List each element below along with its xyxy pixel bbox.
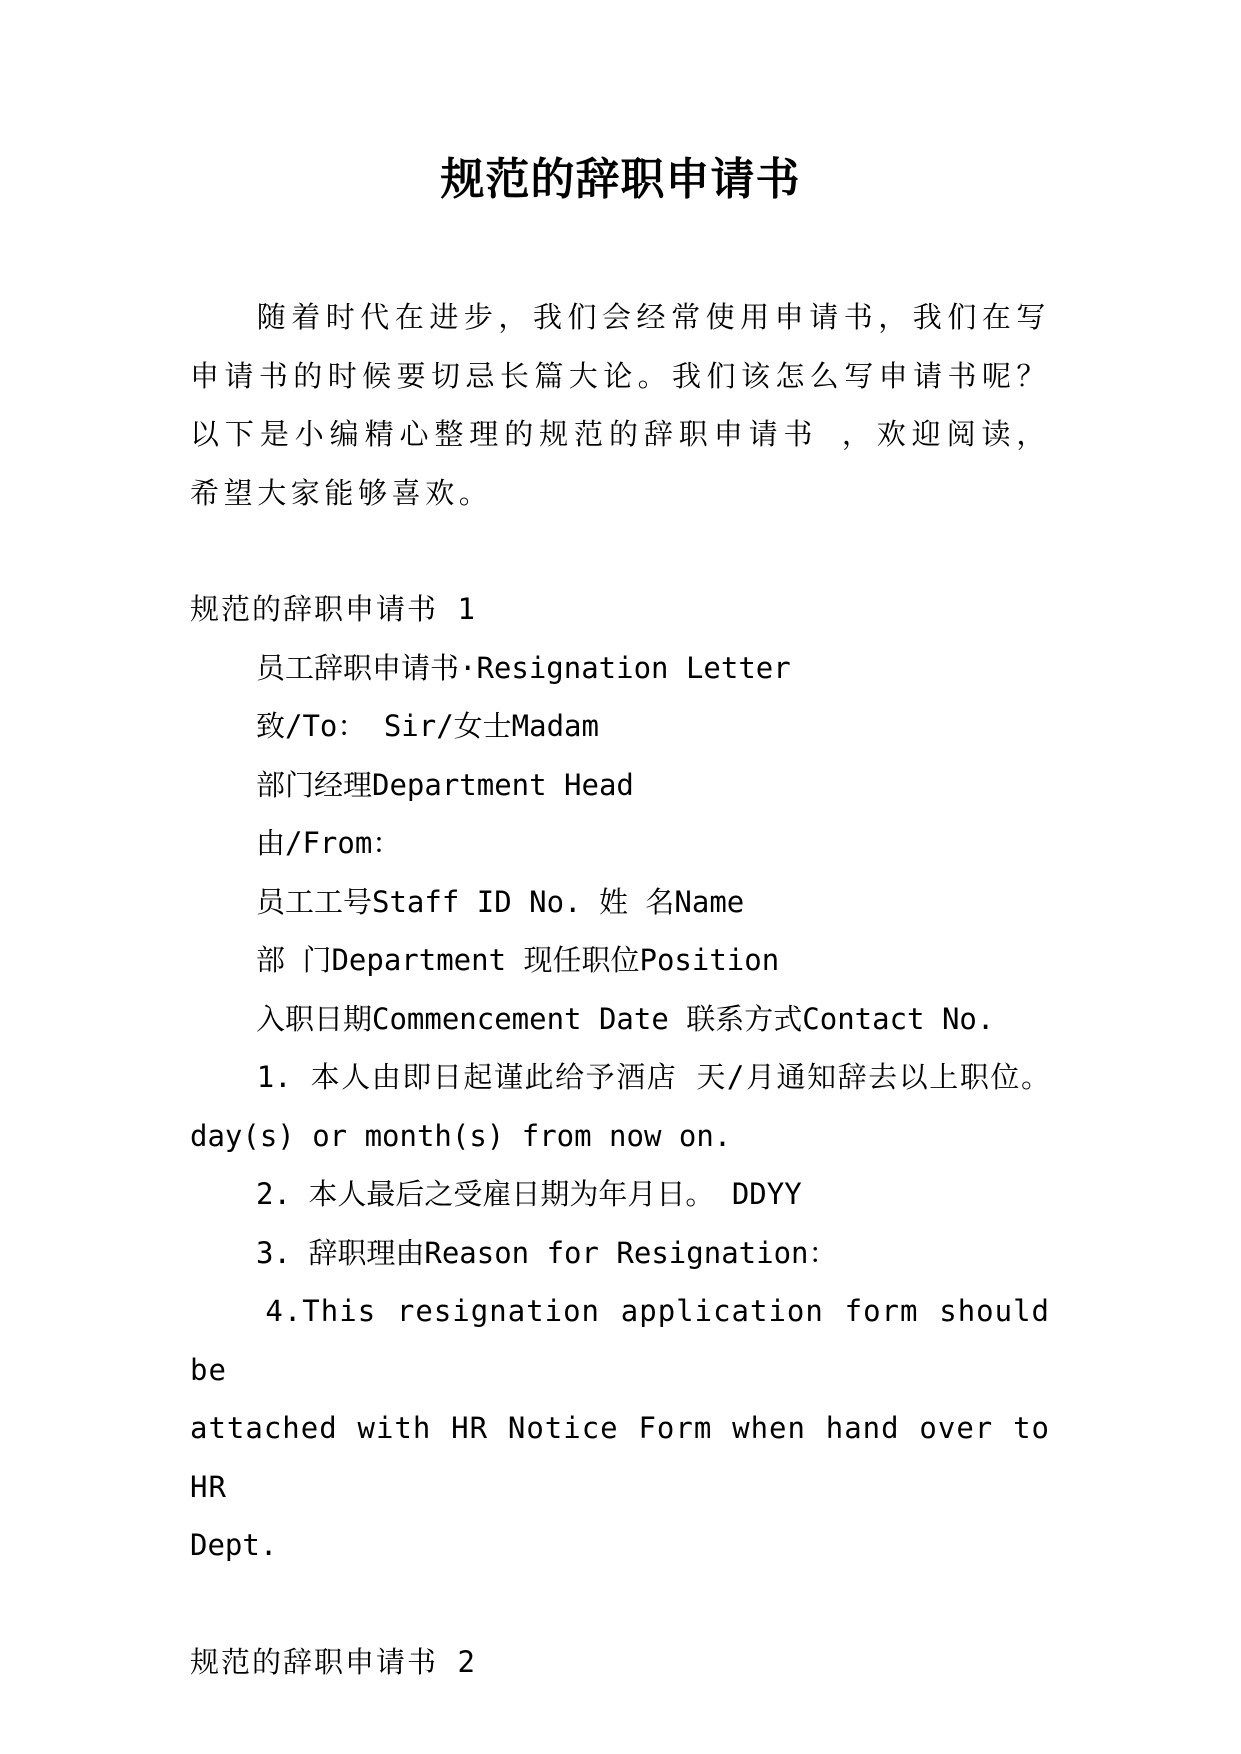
staff-id-line: 员工工号Staff ID No. 姓 名Name — [256, 884, 745, 919]
document-body — [190, 288, 1050, 1691]
section-heading-1: 规范的辞职申请书 1 — [190, 592, 477, 626]
commencement-contact-line: 入职日期Commencement Date 联系方式Contact No. — [256, 1001, 995, 1036]
item-4-line-1: 4.This resignation application form should be — [190, 1294, 1050, 1387]
item-3: 3. 辞职理由Reason for Resignation： — [256, 1235, 838, 1270]
intro-paragraph: 随着时代在进步，我们会经常使用申请书，我们在写申请书的时候要切忌长篇大论。我们该怎么写申请书呢？以下是小编精心整理的规范的辞职申请书 ，欢迎阅读，希望大家能够喜欢。 — [190, 300, 1050, 510]
to-line: 致/To： Sir/女士Madam — [256, 709, 599, 743]
document-title: 规范的辞职申请书 — [440, 154, 801, 205]
item-1: 1. 本人由即日起谨此给予酒店 天/月通知辞去以上职位。 day(s) or month(s) from now on. — [190, 1060, 1050, 1153]
department-position-line: 部 门Department 现任职位Position — [256, 943, 780, 977]
section-heading-2: 规范的辞职申请书 2 — [190, 1644, 477, 1679]
department-head-line: 部门经理Department Head — [256, 767, 634, 802]
from-line: 由/From： — [256, 826, 402, 860]
item-4-line-3: Dept. — [190, 1528, 278, 1562]
letter-title-line: 员工辞职申请书·Resignation Letter — [256, 650, 791, 685]
item-4-line-2: attached with HR Notice Form when hand over to HR — [190, 1411, 1050, 1504]
item-2: 2. 本人最后之受雇日期为年月日。 DDYY — [256, 1177, 802, 1211]
